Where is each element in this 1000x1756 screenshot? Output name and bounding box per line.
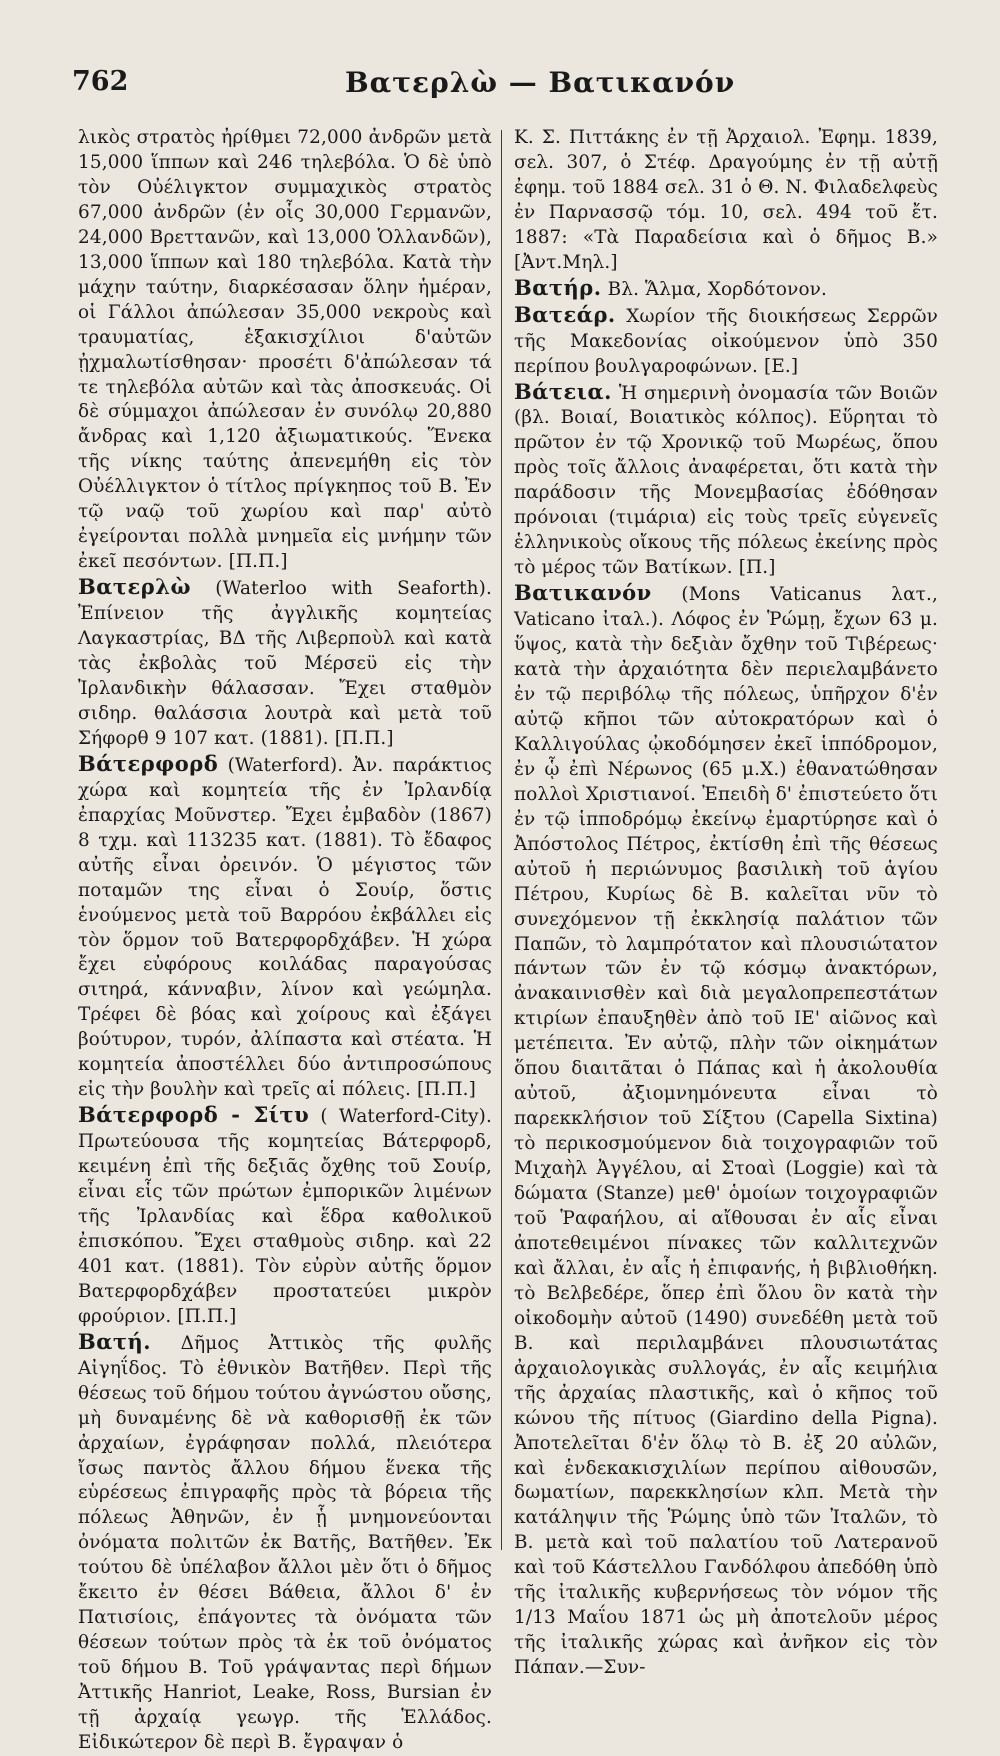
- running-head: Βατερλὼ — Βατικανόν: [345, 66, 736, 99]
- entry-headword: Βατεάρ.: [514, 301, 616, 327]
- entry-headword: Βατή.: [78, 1328, 152, 1354]
- right-column: [514, 126, 938, 1681]
- dictionary-entry: [78, 126, 492, 575]
- entry-text: (Mons Vaticanus λατ., Vaticano ἰταλ.). Λόφος ἐν Ῥώμῃ, ἔχων 63 μ. ὕψος, κατὰ τὴν δεξιὰν ὄχθην τοῦ Τιβέρεως· κατὰ τὴν ἀρχαιότητα δὲν περιελαμβάνετο ἐν τῷ περιβόλῳ τῆς πόλεως, ὑπῆρχον δ'ἐν αὐτῷ κῆποι τῶν αὐτοκρατόρων καὶ ὁ Καλλιγούλας ᾠκοδόμησεν ἐκεῖ ἱππόδρομον, ἐν ᾧ ἐπὶ Νέρωνος (65 μ.Χ.) ἐθανατώθησαν πολλοὶ Χριστιανοί. Ἐπειδὴ δ' ἐπιστεύετο ὅτι ἐν τῷ ἱπποδρόμῳ ἐκείνῳ ἐμαρτύρησε καὶ ὁ Ἀπόστολος Πέτρος, ἐκτίσθη ἐπὶ τῆς θέσεως αὐτοῦ ἡ περιώνυμος βασιλικὴ τοῦ ἁγίου Πέτρου, Κυρίως δὲ Β. καλεῖται νῦν τὸ συνεχόμενον τῇ ἐκκλησίᾳ παλάτιον τῶν Παπῶν, τὸ λαμπρότατον καὶ πλουσιώτατον πάντων τῶν ἐν τῷ κόσμῳ ἀνακτόρων, ἀνακαινισθὲν καὶ διὰ μεγαλοπρεπεστάτων κτιρίων ἐπαυξηθὲν ἀπὸ τοῦ ΙΕ' αἰῶνος καὶ μετέπειτα. Ἐν αὐτῷ, πλὴν τῶν οἰκημάτων ὅπου διαιτᾶται ὁ Πάπας καὶ ἡ ἀκολουθία αὐτοῦ, ἀξιομνημόνευτα εἶναι τὸ παρεκκλήσιον τοῦ Σίξτου (Capella Sixtina) τὸ περικοσμούμενον διὰ τοιχογραφιῶν τοῦ Μιχαὴλ Ἀγγέλου, αἱ Στοαὶ (Loggie) καὶ τὰ δώματα (Stanze) μεθ' ὁμοίων τοιχογραφιῶν τοῦ Ῥαφαήλου, αἱ αἴθουσαι ἐν αἷς εἶναι ἀποτεθειμένοι πίνακες τῶν καλλιτεχνῶν καὶ ἄλλαι, ἐν αἷς ἡ ἐπιφανής, ἡ βιβλιοθήκη. τὸ Βελβεδέρε, ὅπερ ἐπὶ ὅλου ὃν κατὰ τὴν οἰκοδομὴν αὐτοῦ (1490) συνεδέθη μετὰ τοῦ Β. καὶ περιλαμβάνει πλουσιωτάτας ἀρχαιολογικὰς συλλογάς, ἐν αἷς κειμήλια τῆς ἀρχαίας πλαστικῆς, καὶ ὁ κῆπος τοῦ κώνου τῆς πίτυος (Giardino della Pigna). Ἀποτελεῖται δ'ἐν ὅλῳ τὸ Β. ἐξ 20 αὐλῶν, καὶ ἑνδεκακισχιλίων περίπου αἰθουσῶν, δωματίων, παρεκκλησίων κλπ. Μετὰ τὴν κατάληψιν τῆς Ῥώμης ὑπὸ τῶν Ἰταλῶν, τὸ Β. μετὰ καὶ τοῦ παλατίου τοῦ Λατερανοῦ καὶ τοῦ Κάστελλου Γανδόλφου ἀπεδόθη ὑπὸ τῆς ἰταλικῆς κυβερνήσεως τὸν νόμον τῆς 1/13 Μαΐου 1871 ὡς μὴ ἀποτελοῦν μέρος τῆς ἰταλικῆς χώρας καὶ ἀνῆκον εἰς τὸν Πάπαν.—Συν-: [514, 584, 938, 1679]
- dictionary-entry: [78, 575, 492, 752]
- dictionary-entry: [514, 581, 938, 1681]
- dictionary-entry: [78, 1103, 492, 1330]
- entry-headword: Βατήρ.: [514, 274, 602, 300]
- dictionary-entry: [514, 276, 938, 303]
- entry-text: (Waterford). Ἀν. παράκτιος χώρα καὶ κομητεία τῆς ἐν Ἰρλανδίᾳ ἐπαρχίας Μοῦνστερ. Ἔχει ἐμβαδὸν (1867) 8 τχμ. καὶ 113235 κατ. (1881). Τὸ ἔδαφος αὐτῆς εἶναι ὀρεινόν. Ὁ μέγιστος τῶν ποταμῶν της εἶναι ὁ Σουίρ, ὅστις ἑνούμενος μετὰ τοῦ Βαρρόου ἐκβάλλει εἰς τὸν ὅρμον τοῦ Βατερφορδχάβεν. Ἡ χώρα ἔχει εὐφόρους κοιλάδας παραγούσας σιτηρά, κάνναβιν, λίνον καὶ γεώμηλα. Τρέφει δὲ βόας καὶ χοίρους καὶ ἐξάγει βούτυρον, τυρόν, ἀλίπαστα καὶ στέατα. Ἡ κομητεία ἀποστέλλει δύο ἀντιπροσώπους εἰς τὴν βουλὴν καὶ τρεῖς αἱ πόλεις. [Π.Π.]: [78, 754, 493, 1101]
- column-divider: [501, 130, 502, 1550]
- page-number: 762: [72, 66, 129, 97]
- dictionary-entry: [514, 126, 938, 276]
- dictionary-entry: [78, 752, 492, 1103]
- entry-headword: Βατικανόν: [514, 580, 652, 606]
- entry-text: Δῆμος Ἀττικὸς τῆς φυλῆς Αἰγηΐδος. Τὸ ἐθνικὸν Βατῆθεν. Περὶ τῆς θέσεως τοῦ δήμου τούτου ἀγνώστου οὔσης, μὴ δυναμένης δὲ νὰ καθορισθῇ ἐκ τῶν ἀρχαίων, ἐγράφησαν πολλά, πλειότερα ἴσως παντὸς ἄλλου δήμου ἕνεκα τῆς εὑρέσεως ἐπιγραφῆς πρὸς τὰ βόρεια τῆς πόλεως Ἀθηνῶν, ἐν ᾗ μνημονεύονται ὀνόματα πολιτῶν ἐκ Βατῆς, Βατῆθεν. Ἐκ τούτου δὲ ὑπέλαβον ἄλλοι μὲν ὅτι ὁ δῆμος ἔκειτο ἐν θέσει Βάθεια, ἄλλοι δ' ἐν Πατισίοις, ἐπάγοντες τὰ ὀνόματα τῶν θέσεων τούτων πρὸς τὰ ἐκ τοῦ ὀνόματος τοῦ δήμου Β. Τοῦ γράψαντας περὶ δήμων Ἀττικῆς Hanriot, Leake, Ross, Bursian ἐν τῇ ἀρχαίᾳ γεωγρ. τῆς Ἑλλάδος. Εἰδικώτερον δὲ περὶ Β. ἔγραψαν ὁ: [78, 1332, 493, 1753]
- dictionary-entry: [514, 303, 938, 380]
- entry-text: ( Waterford-City). Πρωτεύουσα τῆς κομητείας Βάτερφορδ, κειμένη ἐπὶ τῆς δεξιᾶς ὄχθης τοῦ Σουίρ, εἶναι εἷς τῶν πρώτων ἐμπορικῶν λιμένων τῆς Ἰρλανδίας καὶ ἕδρα καθολικοῦ ἐπισκόπου. Ἔχει σταθμοὺς σιδηρ. καὶ 22 401 κατ. (1881). Τὸν εὐρὺν αὐτῆς ὅρμον Βατερφορδχάβεν προστατεύει μικρὸν φρούριον. [Π.Π.]: [78, 1106, 493, 1327]
- entry-headword: Βάτεια.: [514, 378, 612, 404]
- entry-headword: Βάτερφορδ: [78, 750, 219, 776]
- dictionary-entry: [514, 380, 938, 582]
- dictionary-entry: [78, 1330, 492, 1756]
- entry-text: Κ. Σ. Πιττάκης ἐν τῇ Ἀρχαιολ. Ἐφημ. 1839, σελ. 307, ὁ Στέφ. Δραγούμης ἐν τῇ αὐτῇ ἐφημ. τοῦ 1884 σελ. 31 ὁ Θ. Ν. Φιλαδελφεὺς ἐν Παρνασσῷ τόμ. 10, σελ. 494 τοῦ ἔτ. 1887: «Τὰ Παραδείσια καὶ ὁ δῆμος Β.» [Ἀντ.Μηλ.]: [514, 127, 938, 273]
- entry-text: Χωρίον τῆς διοικήσεως Σερρῶν τῆς Μακεδονίας οἰκούμενον ὑπὸ 350 περίπου βουλγαροφώνων. [Ε.]: [514, 305, 938, 377]
- entry-headword: Βατερλὼ: [78, 574, 191, 600]
- page-header: [0, 66, 1000, 106]
- entry-text: Ἡ σημερινὴ ὀνομασία τῶν Βοιῶν (βλ. Βοιαί, Βοιατικὸς κόλπος). Εὕρηται τὸ πρῶτον ἐν τῷ Χρονικῷ τοῦ Μωρέως, ὅπου πρὸς τοῖς ἄλλοις ἀναφέρεται, ὅτι κατὰ τὴν παράδοσιν τῆς Μονεμβασίας ἐδόθησαν πρόνοιαι (τιμάρια) εἰς τοὺς τρεῖς εὐγενεῖς ἑλληνικοὺς οἴκους τῆς πόλεως ἐκείνης πρὸς τὸ μέρος τῶν Βατίκων. [Π.]: [514, 382, 938, 579]
- entry-headword: Βάτερφορδ - Σίτυ: [78, 1102, 310, 1128]
- entry-text: Βλ. Ἅλμα, Χορδότονον.: [607, 278, 828, 300]
- entry-text: (Waterloo with Seaforth). Ἐπίνειον τῆς ἀγγλικῆς κομητείας Λαγκαστρίας, ΒΔ τῆς Λιβερποὺλ καὶ κατὰ τὰς ἐκβολὰς τοῦ Μέρσεϋ εἰς τὴν Ἰρλανδικὴν θάλασσαν. Ἔχει σταθμὸν σιδηρ. θαλάσσια λουτρὰ καὶ μετὰ τοῦ Σήφορθ 9 107 κατ. (1881). [Π.Π.]: [78, 578, 492, 749]
- left-column: [78, 126, 492, 1756]
- entry-text: λικὸς στρατὸς ἠρίθμει 72,000 ἀνδρῶν μετὰ 15,000 ἵππων καὶ 246 τηλεβόλα. Ὁ δὲ ὑπὸ τὸν Οὐέλιγκτον συμμαχικὸς στρατὸς 67,000 ἀνδρῶν (ἐν οἷς 30,000 Γερμανῶν, 24,000 Βρεττανῶν, καὶ 13,000 Ὁλλανδῶν), 13,000 ἵππων καὶ 180 τηλεβόλα. Κατὰ τὴν μάχην ταύτην, διαρκέσασαν ὅλην ἡμέραν, οἱ Γάλλοι ἀπώλεσαν 35,000 νεκροὺς καὶ τραυματίας, ἑξακισχίλιοι δ'αὐτῶν ᾐχμαλωτίσθησαν· προσέτι δ'ἀπώλεσαν τά τε τηλεβόλα αὐτῶν καὶ τὰς ἀποσκευάς. Οἱ δὲ σύμμαχοι ἀπώλεσαν ἐν συνόλῳ 20,880 ἄνδρας καὶ 1,120 ἀξιωματικούς. Ἕνεκα τῆς νίκης ταύτης ἀπενεμήθη εἰς τὸν Οὐέλλιγκτον ὁ τίτλος πρίγκηπος τοῦ Β. Ἐν τῷ ναῷ τοῦ χωρίου καὶ παρ' αὐτὸ ἐγείρονται πολλὰ μνημεῖα εἰς μνήμην τῶν ἐκεῖ πεσόντων. [Π.Π.]: [78, 127, 492, 573]
